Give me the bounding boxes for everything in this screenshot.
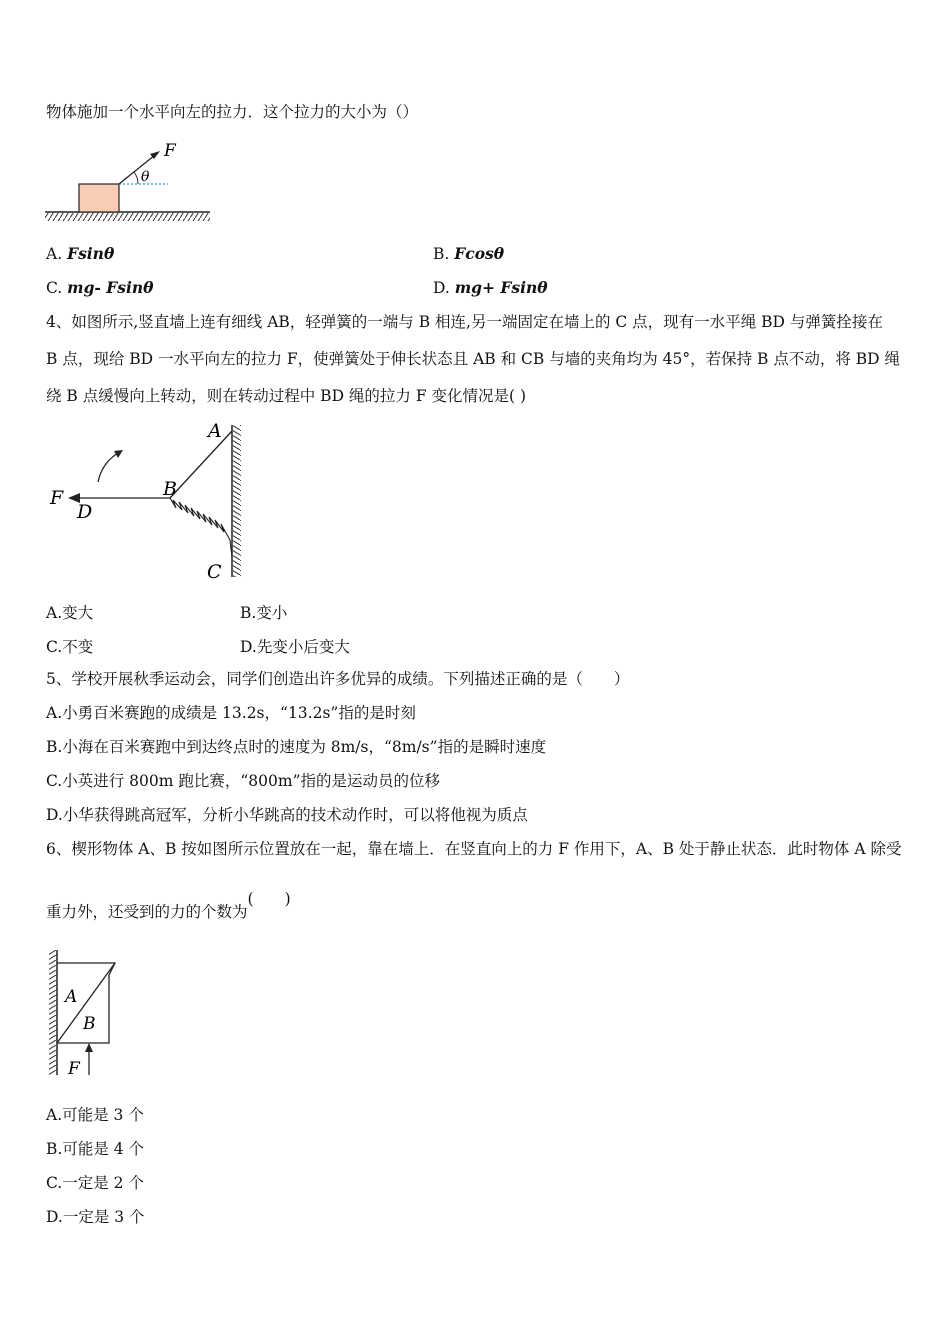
q4-option-d: D.先变小后变大	[240, 638, 350, 656]
label-b: B	[83, 1014, 96, 1034]
spring-cb	[170, 498, 232, 557]
q3-option-d: D. mg+ Fsinθ	[433, 278, 548, 297]
label-b: B	[163, 478, 177, 500]
q3-option-a: A. Fsinθ	[46, 244, 115, 263]
force-arrowhead	[85, 1043, 93, 1052]
q4-figure	[40, 415, 255, 585]
q6-option-a: A.可能是 3 个	[46, 1106, 144, 1124]
angle-label: θ	[141, 169, 150, 185]
q6-option-c: C.一定是 2 个	[46, 1174, 144, 1192]
q6-answer-paren: ( )	[247, 890, 291, 908]
q4-stem-line3: 绕 B 点缓慢向上转动，则在转动过程中 BD 绳的拉力 F 变化情况是( )	[46, 387, 527, 405]
q3-stem-tail: 物体施加一个水平向左的拉力．这个拉力的大小为（）	[46, 103, 419, 121]
q4-option-b: B.变小	[240, 604, 288, 622]
rotation-arrow	[98, 453, 118, 482]
q4-stem-line2: B 点，现给 BD 一水平向左的拉力 F，使弹簧处于伸长状态且 AB 和 CB 与墙的夹角均为 45°，若保持 B 点不动，将 BD 绳	[46, 350, 901, 368]
string-ab	[170, 431, 232, 498]
q5-option-a: A.小勇百米赛跑的成绩是 13.2s，“13.2s”指的是时刻	[46, 704, 416, 722]
ground-hatch	[45, 213, 210, 221]
q6-stem-line1: 6、楔形物体 A、B 按如图所示位置放在一起，靠在墙上．在竖直向上的力 F 作用下，A、B 处于静止状态．此时物体 A 除受	[46, 840, 902, 858]
q5-option-d: D.小华获得跳高冠军，分析小华跳高的技术动作时，可以将他视为质点	[46, 806, 528, 824]
q6-stem-line2: 重力外，还受到的力的个数为( )	[46, 890, 291, 921]
q6-figure	[40, 945, 130, 1080]
label-f: F	[68, 1059, 80, 1079]
wall-hatch	[233, 425, 241, 577]
q6-option-d: D.一定是 3 个	[46, 1208, 145, 1226]
angle-arc	[134, 172, 138, 184]
q4-stem-line1: 4、如图所示,竖直墙上连有细线 AB，轻弹簧的一端与 B 相连,另一端固定在墙上的 C 点，现有一水平绳 BD 与弹簧拴接在	[46, 313, 883, 331]
force-arrow	[119, 155, 155, 184]
q5-option-c: C.小英进行 800m 跑比赛，“800m”指的是运动员的位移	[46, 772, 441, 790]
q4-option-a: A.变大	[46, 604, 94, 622]
label-a: A	[208, 420, 222, 442]
q6-option-b: B.可能是 4 个	[46, 1140, 145, 1158]
force-label: F	[164, 141, 176, 161]
q5-option-b: B.小海在百米赛跑中到达终点时的速度为 8m/s，“8m/s”指的是瞬时速度	[46, 738, 547, 756]
q4-option-c: C.不变	[46, 638, 94, 656]
block	[79, 184, 119, 212]
q3-option-b: B. Fcosθ	[433, 244, 505, 263]
q3-option-c: C. mg- Fsinθ	[46, 278, 154, 297]
label-f: F	[50, 487, 64, 509]
label-c: C	[207, 561, 222, 583]
q3-figure	[40, 138, 220, 228]
label-d: D	[77, 501, 93, 523]
label-a: A	[65, 987, 78, 1007]
wall-hatch	[49, 950, 57, 1075]
q5-stem: 5、学校开展秋季运动会，同学们创造出许多优异的成绩。下列描述正确的是（ ）	[46, 670, 630, 688]
